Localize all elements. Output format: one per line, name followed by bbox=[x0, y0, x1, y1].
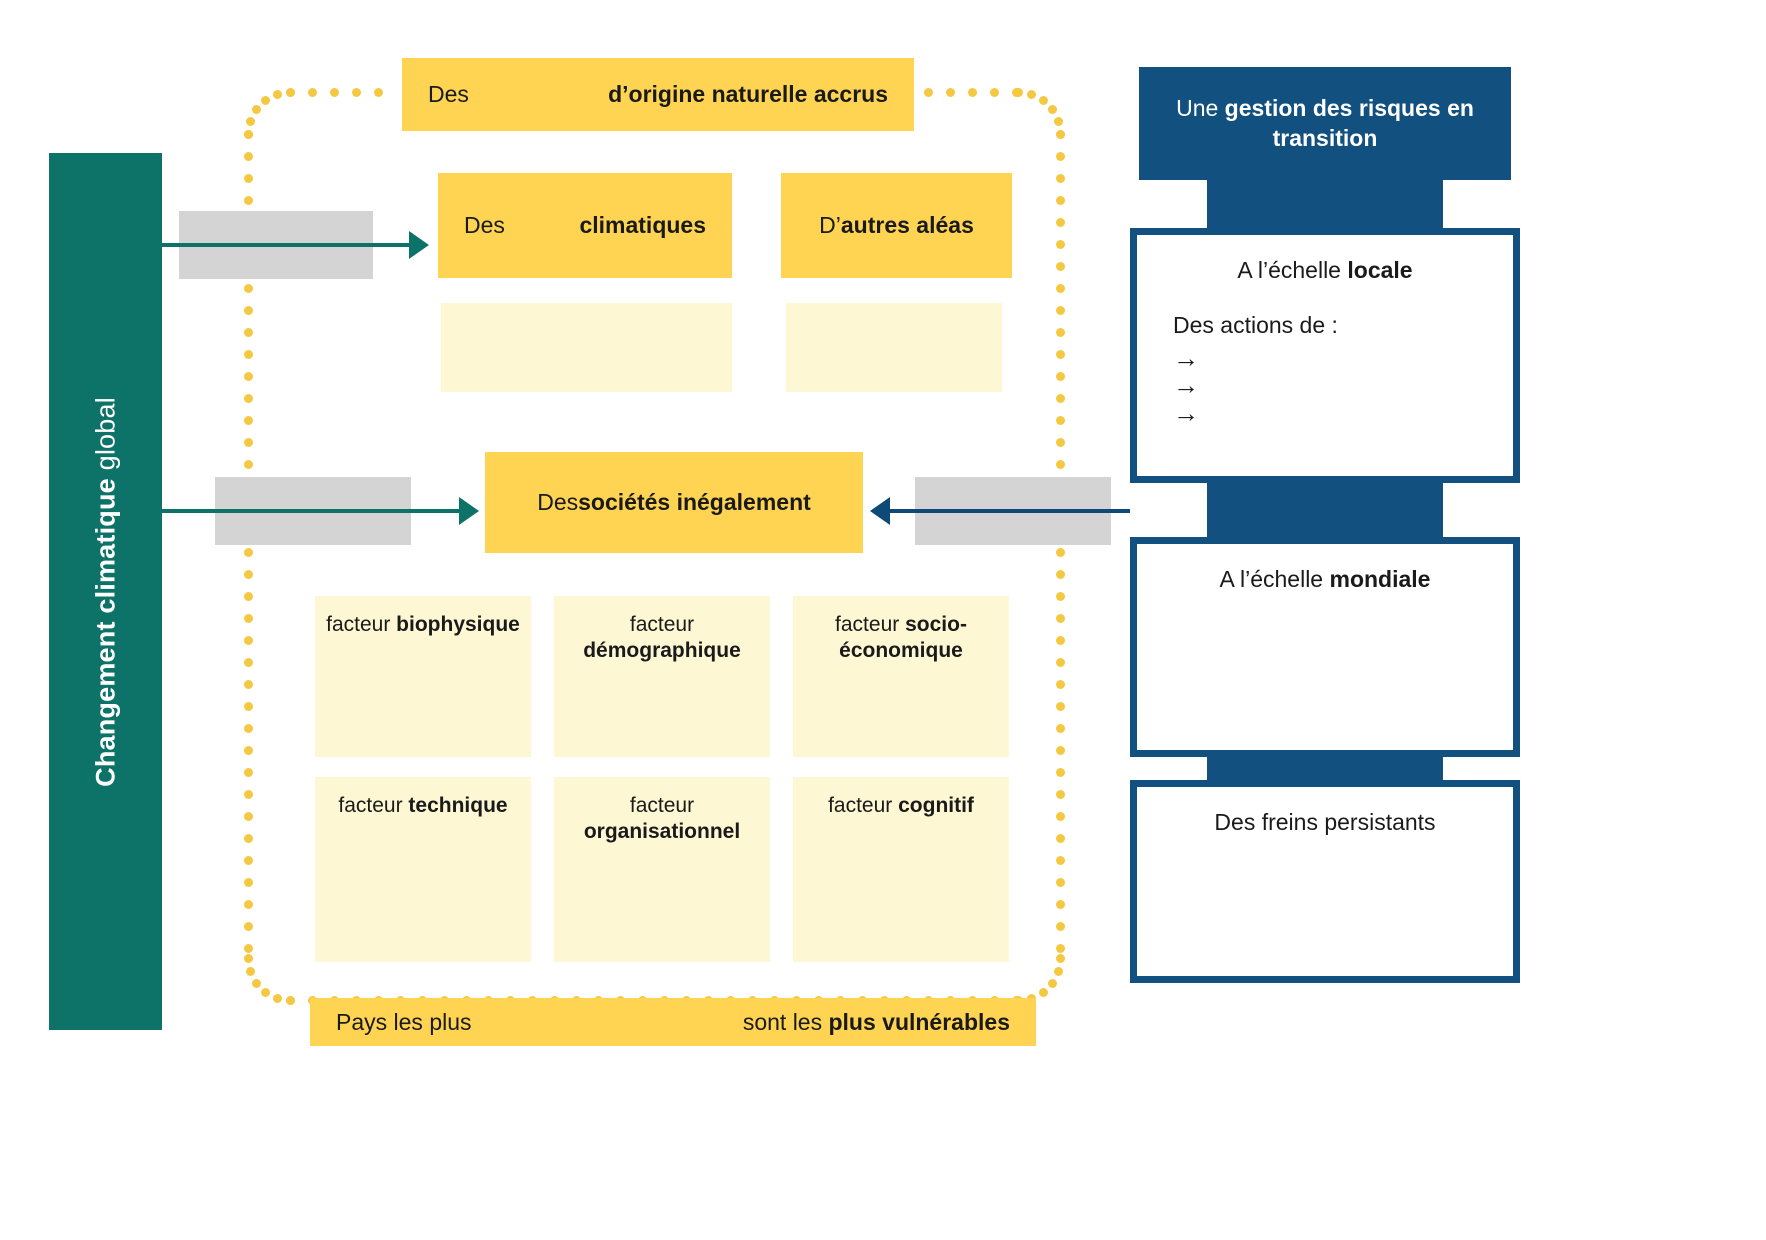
vulnerable-countries-bar bbox=[310, 998, 1036, 1046]
arrow-3-line bbox=[890, 509, 1130, 513]
climatic-hazards-notes[interactable] bbox=[441, 303, 732, 392]
factor-0-bold: biophysique bbox=[396, 613, 520, 636]
factor-card-3[interactable] bbox=[315, 777, 531, 962]
factor-card-0[interactable] bbox=[315, 596, 531, 757]
card-local-bullet-1: → bbox=[1173, 370, 1199, 401]
other-hazards-box bbox=[781, 173, 1012, 278]
factor-3-bold: technique bbox=[408, 794, 508, 817]
other-hazards-notes[interactable] bbox=[786, 303, 1002, 392]
arrow-2-head bbox=[459, 497, 479, 525]
arrow-2-line bbox=[161, 509, 461, 513]
factor-card-5[interactable] bbox=[793, 777, 1009, 962]
risk-header-prefix: Une bbox=[1176, 94, 1225, 121]
hazards-natural-box bbox=[402, 58, 914, 131]
card-persistent-brakes[interactable] bbox=[1130, 780, 1520, 983]
risk-management-header bbox=[1139, 67, 1511, 180]
climatic-bold: climatiques bbox=[579, 212, 706, 238]
societies-prefix: Des bbox=[537, 489, 579, 515]
left-vertical-bar-label: Changement climatique global bbox=[90, 396, 120, 787]
factor-2-bold: socio-économique bbox=[839, 613, 967, 663]
climatic-hazards-box bbox=[438, 173, 732, 278]
societies-box bbox=[485, 452, 863, 553]
arrow-3-head bbox=[870, 497, 890, 525]
card-local-bullet-2: → bbox=[1173, 397, 1199, 428]
other-hazards-prefix: D’ bbox=[819, 212, 841, 238]
other-hazards-bold: autres aléas bbox=[840, 212, 974, 238]
factor-0-prefix: facteur bbox=[326, 613, 397, 636]
vulnerable-right: sont les plus vulnérables bbox=[742, 1008, 1010, 1035]
factor-5-prefix: facteur bbox=[828, 794, 899, 817]
card-brakes-title: Des freins persistants bbox=[1214, 809, 1436, 835]
card-global-title: A l’échelle mondiale bbox=[1219, 566, 1431, 592]
card-local-bullet-0: → bbox=[1173, 343, 1199, 373]
factor-1-prefix: facteur bbox=[629, 613, 695, 636]
factor-5-bold: cognitif bbox=[898, 794, 974, 817]
factor-2-prefix: facteur bbox=[835, 613, 906, 636]
arrow-1-head bbox=[409, 231, 429, 259]
factor-card-1[interactable] bbox=[554, 596, 770, 757]
factor-4-prefix: facteur bbox=[629, 794, 695, 817]
societies-bold: sociétés inégalement bbox=[578, 489, 811, 515]
climatic-prefix: Des bbox=[464, 212, 505, 238]
hazards-natural-bold: d’origine naturelle accrus bbox=[608, 81, 888, 107]
card-global-scale[interactable] bbox=[1130, 537, 1520, 757]
left-vertical-bar bbox=[49, 153, 162, 1030]
risk-header-bold: gestion des risques en transition bbox=[1224, 94, 1474, 151]
card-local-actions-label: Des actions de : bbox=[1173, 312, 1338, 338]
hazards-natural-prefix: Des bbox=[428, 81, 469, 107]
arrow-1-line bbox=[161, 243, 411, 247]
factor-card-4[interactable] bbox=[554, 777, 770, 962]
factor-card-2[interactable] bbox=[793, 596, 1009, 757]
factor-1-bold: démographique bbox=[583, 639, 741, 663]
vulnerable-left: Pays les plus bbox=[336, 1008, 472, 1035]
card-local-scale[interactable] bbox=[1130, 228, 1520, 483]
card-local-title: A l’échelle locale bbox=[1237, 257, 1413, 283]
factor-3-prefix: facteur bbox=[338, 794, 409, 817]
factor-4-bold: organisationnel bbox=[583, 820, 741, 844]
